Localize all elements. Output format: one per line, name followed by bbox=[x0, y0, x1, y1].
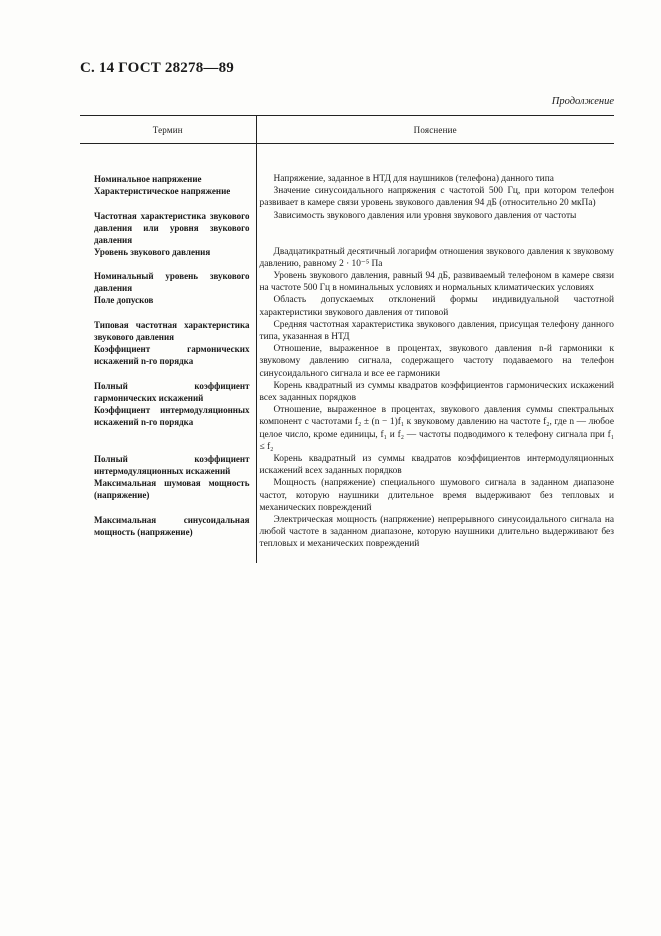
column-header-term: Термин bbox=[80, 116, 256, 144]
explanation-cell: Корень квадратный из суммы квадратов коэффициентов гармонических искажений всех заданных порядков bbox=[259, 380, 614, 404]
term-cell: Частотная характеристика звукового давления или уровня звукового давления bbox=[80, 210, 256, 246]
table-row bbox=[80, 514, 614, 563]
term-cell: Максимальная синусоидальная мощность (напряжение) bbox=[80, 514, 256, 563]
explanation-cell: Электрическая мощность (напряжение) непрерывного синусоидального сигнала на любой частоте в заданном диапазоне, которую наушники длительно выдерживают без тепловых и механических повреждений bbox=[259, 515, 614, 550]
table-row bbox=[80, 270, 614, 294]
page-header: С. 14 ГОСТ 28278—89 bbox=[80, 60, 234, 76]
table-row bbox=[80, 144, 614, 186]
table-row bbox=[80, 210, 614, 246]
table-row bbox=[80, 246, 614, 270]
explanation-cell: Корень квадратный из суммы квадратов коэффициентов интермодуляционных искажений всех заданных порядков bbox=[259, 454, 614, 477]
table-row bbox=[80, 380, 614, 404]
explanation-cell: Область допускаемых отклонений формы индивидуальной частотной характеристики звукового давления от типовой bbox=[259, 295, 614, 318]
table-row bbox=[80, 343, 614, 380]
table-row bbox=[80, 453, 614, 477]
explanation-cell: Напряжение, заданное в НТД для наушников (телефона) данного типа bbox=[273, 174, 554, 184]
term-cell: Полный коэффициент интермодуляционных искажений bbox=[80, 453, 256, 477]
table-row bbox=[80, 185, 614, 209]
explanation-cell: Двадцатикратный десятичный логарифм отношения звукового давления к звуковому давлению, равному 2 · 10⁻⁵ Па bbox=[259, 246, 614, 269]
continuation-label: Продолжение bbox=[551, 96, 614, 107]
explanation-cell: Отношение, выраженное в процентах, звукового давления n-й гармоники к звуковому давлению сигнала, содержащего частоту подаваемого на телефон синусоидального сигнала и все ее гармоники bbox=[259, 344, 614, 379]
terms-table bbox=[80, 115, 614, 563]
term-cell: Коэффициент гармонических искажений n-го порядка bbox=[80, 343, 256, 380]
explanation-cell: Уровень звукового давления, равный 94 дБ, развиваемый телефоном в камере связи на частоте 500 Гц в номинальных условиях и нормальных климатических условиях bbox=[259, 271, 614, 294]
explanation-cell: Значение синусоидального напряжения с частотой 500 Гц, при котором телефон развивает в камере связи уровень звукового давления 94 дБ (относительно 20 мкПа) bbox=[259, 186, 614, 209]
explanation-cell: Мощность (напряжение) специального шумового сигнала в заданном диапазоне частот, которую наушники длительное время выдерживают без тепловых и механических повреждений bbox=[259, 478, 614, 513]
term-cell: Типовая частотная характеристика звукового давления bbox=[80, 319, 256, 343]
term-cell: Номинальное напряжение bbox=[80, 144, 256, 186]
column-header-explanation: Пояснение bbox=[256, 116, 614, 144]
table-row bbox=[80, 477, 614, 514]
term-cell: Уровень звукового давления bbox=[80, 246, 256, 270]
table-row bbox=[80, 319, 614, 343]
table-row bbox=[80, 294, 614, 318]
explanation-cell: Зависимость звукового давления или уровня звукового давления от частоты bbox=[273, 210, 577, 221]
term-cell: Коэффициент интермодуляционных искажений n-го порядка bbox=[80, 404, 256, 453]
table-header-row bbox=[80, 116, 614, 144]
term-cell: Характеристическое напряжение bbox=[80, 185, 256, 209]
term-cell: Номинальный уровень звукового давления bbox=[80, 270, 256, 294]
term-cell: Полный коэффициент гармонических искажений bbox=[80, 380, 256, 404]
term-cell: Поле допусков bbox=[80, 294, 256, 318]
table-row bbox=[80, 404, 614, 453]
explanation-cell: Средняя частотная характеристика звукового давления, присущая телефону данного типа, указанная в НТД bbox=[259, 319, 614, 343]
explanation-cell: Отношение, выраженное в процентах, звукового давления суммы спектральных компонент с частотами f₂ ± (n − 1)f₁ к звуковому давлению на частоте f₂, где n — любое целое число, кроме единицы, f₁ и f₂ — частоты подводимого к телефону сигнала при f₁ ≤ f₂ bbox=[259, 405, 614, 452]
term-cell: Максимальная шумовая мощность (напряжение) bbox=[80, 477, 256, 514]
